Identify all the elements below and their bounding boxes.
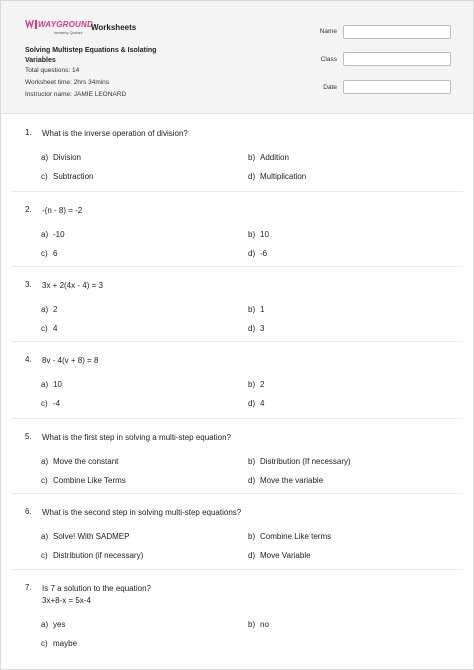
question-text: Is 7 a solution to the equation? — [42, 584, 151, 593]
question-number: 6. — [25, 507, 32, 516]
option-text: Multiplication — [260, 172, 307, 181]
answer-option[interactable] — [41, 324, 57, 333]
question-number: 3. — [25, 280, 32, 289]
option-text: yes — [53, 620, 66, 629]
question-text: What is the inverse operation of division? — [42, 129, 188, 138]
product-label: Worksheets — [91, 23, 137, 32]
instructor-name: Instructor name: JAMIE LEONARD — [25, 91, 127, 98]
answer-option[interactable] — [41, 551, 143, 560]
option-text: 4 — [53, 324, 58, 333]
option-letter: a) — [41, 305, 49, 314]
option-letter: c) — [41, 551, 48, 560]
option-text: Combine Like Terms — [53, 476, 126, 485]
option-text: 3 — [260, 324, 265, 333]
question-divider — [11, 569, 463, 570]
option-text: 2 — [260, 380, 265, 389]
option-text: Combine Like terms — [260, 532, 332, 541]
option-letter: b) — [248, 380, 256, 389]
answer-option[interactable] — [41, 620, 65, 629]
worksheet-header — [1, 1, 473, 114]
answer-option[interactable] — [248, 249, 267, 258]
option-text: 10 — [260, 230, 269, 239]
answer-option[interactable] — [41, 380, 62, 389]
answer-option[interactable] — [41, 230, 65, 239]
answer-option[interactable] — [248, 620, 269, 629]
name-label: Name — [319, 28, 337, 35]
option-letter: c) — [41, 476, 48, 485]
option-text: -6 — [260, 249, 268, 258]
question-divider — [11, 266, 463, 267]
question-text: What is the first step in solving a multi-step equation? — [42, 433, 231, 442]
answer-option[interactable] — [41, 639, 77, 648]
answer-option[interactable] — [41, 172, 93, 181]
option-letter: b) — [248, 457, 256, 466]
answer-option[interactable] — [41, 249, 57, 258]
option-letter: d) — [248, 551, 256, 560]
answer-option[interactable] — [248, 551, 311, 560]
class-label: Class — [320, 56, 337, 63]
question-text: 3x+8-x = 5x-4 — [42, 596, 91, 605]
worksheet-time: Worksheet time: 2hrs 34mins — [25, 79, 110, 86]
answer-option[interactable] — [248, 399, 264, 408]
option-text: no — [260, 620, 269, 629]
option-text: maybe — [53, 639, 78, 648]
option-text: 6 — [53, 249, 58, 258]
answer-option[interactable] — [41, 532, 129, 541]
question-divider — [11, 493, 463, 494]
answer-option[interactable] — [248, 230, 269, 239]
answer-option[interactable] — [248, 457, 351, 466]
question-number: 4. — [25, 355, 32, 364]
answer-option[interactable] — [248, 153, 289, 162]
option-letter: b) — [248, 230, 256, 239]
answer-option[interactable] — [248, 476, 323, 485]
answer-option[interactable] — [41, 305, 57, 314]
option-letter: c) — [41, 324, 48, 333]
question-text: 3x + 2(4x - 4) = 3 — [42, 281, 103, 290]
option-letter: c) — [41, 399, 48, 408]
option-letter: a) — [41, 457, 49, 466]
answer-option[interactable] — [248, 380, 264, 389]
question-number: 1. — [25, 128, 32, 137]
option-letter: c) — [41, 172, 48, 181]
worksheet-title: Solving Multistep Equations & Isolating Variables — [25, 47, 157, 64]
option-letter: c) — [41, 249, 48, 258]
option-text: 2 — [53, 305, 58, 314]
option-text: Move the constant — [53, 457, 119, 466]
option-letter: d) — [248, 399, 256, 408]
option-text: 4 — [260, 399, 265, 408]
option-letter: b) — [248, 532, 256, 541]
date-label: Date — [323, 84, 337, 91]
option-letter: b) — [248, 153, 256, 162]
option-letter: b) — [248, 305, 256, 314]
total-questions: Total questions: 14 — [25, 67, 80, 74]
option-text: Solve! With SADMEP — [53, 532, 130, 541]
answer-option[interactable] — [41, 399, 60, 408]
option-text: Distribution (if necessary) — [53, 551, 144, 560]
option-text: -10 — [53, 230, 65, 239]
question-number: 7. — [25, 583, 32, 592]
wayground-logo-icon — [25, 20, 37, 29]
question-number: 2. — [25, 205, 32, 214]
wayground-logo — [25, 20, 93, 38]
option-text: Division — [53, 153, 82, 162]
name-field[interactable] — [343, 25, 451, 39]
option-text: 1 — [260, 305, 265, 314]
option-letter: a) — [41, 620, 49, 629]
option-text: Distribution (If necessary) — [260, 457, 351, 466]
logo-wordmark: WAYGROUND — [38, 20, 93, 29]
option-letter: a) — [41, 532, 49, 541]
option-text: -4 — [53, 399, 61, 408]
question-text: 8v - 4(v + 8) = 8 — [42, 356, 99, 365]
answer-option[interactable] — [248, 305, 264, 314]
class-field[interactable] — [343, 52, 451, 66]
question-divider — [11, 341, 463, 342]
answer-option[interactable] — [41, 476, 126, 485]
option-text: Addition — [260, 153, 289, 162]
option-letter: a) — [41, 153, 49, 162]
answer-option[interactable] — [41, 457, 118, 466]
option-letter: a) — [41, 380, 49, 389]
answer-option[interactable] — [248, 324, 264, 333]
answer-option[interactable] — [248, 172, 306, 181]
option-text: 10 — [53, 380, 62, 389]
option-letter: d) — [248, 476, 256, 485]
option-letter: d) — [248, 172, 256, 181]
answer-option[interactable] — [41, 153, 81, 162]
question-text: -(n - 8) = -2 — [42, 206, 83, 215]
option-text: Move Variable — [260, 551, 311, 560]
option-letter: a) — [41, 230, 49, 239]
question-divider — [11, 191, 463, 192]
logo-subtext: formerly Quizizz — [54, 30, 83, 35]
option-text: Subtraction — [53, 172, 94, 181]
date-field[interactable] — [343, 80, 451, 94]
option-text: Move the variable — [260, 476, 324, 485]
question-number: 5. — [25, 432, 32, 441]
option-letter: d) — [248, 249, 256, 258]
answer-option[interactable] — [248, 532, 331, 541]
option-letter: d) — [248, 324, 256, 333]
question-divider — [11, 418, 463, 419]
option-letter: c) — [41, 639, 48, 648]
option-letter: b) — [248, 620, 256, 629]
question-text: What is the second step in solving multi-step equations? — [42, 508, 242, 517]
